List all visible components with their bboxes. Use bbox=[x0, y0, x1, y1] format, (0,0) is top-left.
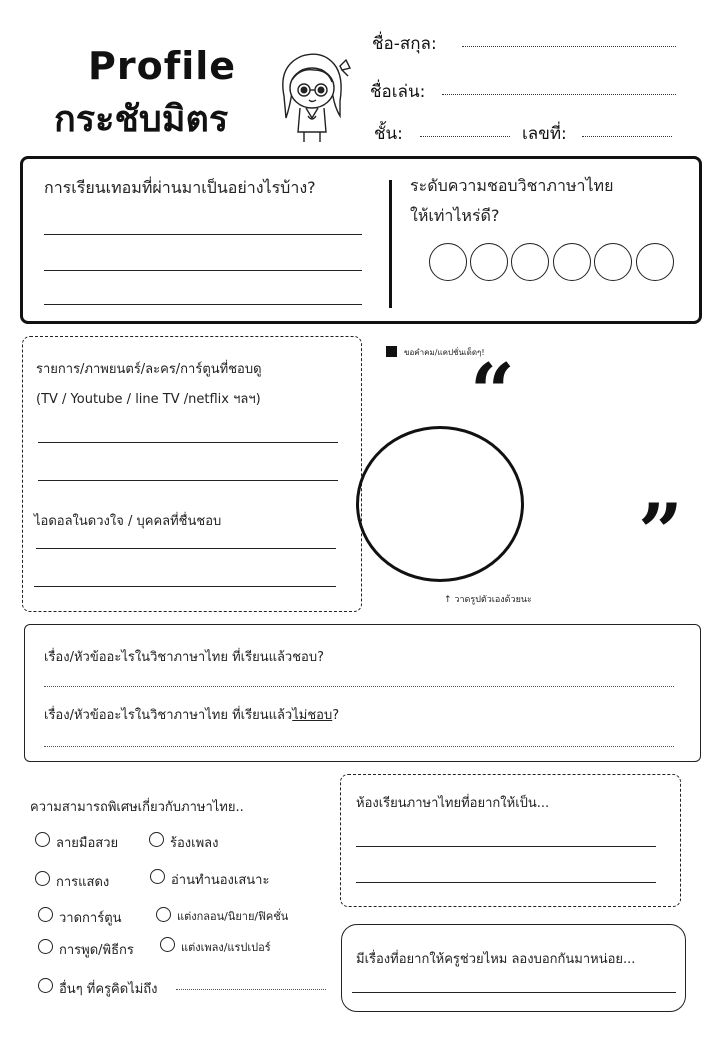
option-checkbox[interactable] bbox=[149, 832, 164, 847]
answer-line[interactable] bbox=[44, 270, 362, 271]
rating-circle[interactable] bbox=[553, 243, 591, 281]
grade-label: ชั้น: bbox=[374, 124, 403, 144]
idol-title: ไอดอลในดวงใจ / บุคคลที่ชื่นชอบ bbox=[34, 514, 222, 529]
option-checkbox[interactable] bbox=[35, 871, 50, 886]
favorites-title: รายการ/ภาพยนตร์/ละคร/การ์ตูนที่ชอบดู bbox=[36, 362, 262, 377]
option-checkbox[interactable] bbox=[38, 939, 53, 954]
classroom-title: ห้องเรียนภาษาไทยที่อยากให้เป็น... bbox=[356, 796, 550, 811]
topic-dislike-question: เรื่อง/หัวข้ออะไรในวิชาภาษาไทย ที่เรียนแล้วไม่ชอบ? bbox=[44, 708, 340, 723]
option-label: การพูด/พิธีกร bbox=[59, 943, 134, 958]
option-label: วาดการ์ตูน bbox=[59, 911, 122, 926]
option-checkbox[interactable] bbox=[38, 978, 53, 993]
grade-field[interactable] bbox=[420, 136, 510, 137]
divider bbox=[389, 180, 392, 308]
option-label: การแสดง bbox=[56, 875, 110, 890]
rating-circle[interactable] bbox=[470, 243, 508, 281]
option-checkbox[interactable] bbox=[35, 832, 50, 847]
title-th: กระชับมิตร bbox=[54, 99, 229, 140]
option-checkbox[interactable] bbox=[150, 869, 165, 884]
option-checkbox[interactable] bbox=[38, 907, 53, 922]
number-label: เลขที่: bbox=[522, 124, 567, 144]
rating-circle[interactable] bbox=[636, 243, 674, 281]
option-label: อ่านทำนองเสนาะ bbox=[171, 873, 270, 888]
rating-circle[interactable] bbox=[511, 243, 549, 281]
self-portrait-circle[interactable] bbox=[356, 426, 524, 582]
quote-label: ขอคำคม/แคปชั่นเด็ดๆ! bbox=[404, 348, 485, 357]
number-field[interactable] bbox=[582, 136, 672, 137]
answer-line[interactable] bbox=[352, 992, 676, 993]
answer-line[interactable] bbox=[36, 548, 336, 549]
abilities-title: ความสามารถพิเศษเกี่ยวกับภาษาไทย.. bbox=[30, 800, 244, 815]
answer-line[interactable] bbox=[44, 686, 674, 687]
answer-line[interactable] bbox=[356, 846, 656, 847]
option-label: แต่งเพลง/แรปเปอร์ bbox=[181, 941, 271, 954]
answer-line[interactable] bbox=[44, 746, 674, 747]
option-checkbox[interactable] bbox=[160, 937, 175, 952]
name-label: ชื่อ-สกุล: bbox=[372, 34, 437, 54]
favorites-examples: (TV / Youtube / line TV /netflix ฯลฯ) bbox=[36, 392, 261, 407]
term-question: การเรียนเทอมที่ผ่านมาเป็นอย่างไรบ้าง? bbox=[44, 178, 316, 197]
help-title: มีเรื่องที่อยากให้ครูช่วยไหม ลองบอกกันมาหน่อย... bbox=[356, 952, 636, 967]
nickname-field[interactable] bbox=[442, 94, 676, 95]
answer-line[interactable] bbox=[44, 304, 362, 305]
answer-line[interactable] bbox=[34, 586, 336, 587]
topic-like-question: เรื่อง/หัวข้ออะไรในวิชาภาษาไทย ที่เรียนแล้วชอบ? bbox=[44, 650, 325, 665]
rating-title-line1: ระดับความชอบวิชาภาษาไทย bbox=[410, 176, 614, 195]
rating-circle[interactable] bbox=[594, 243, 632, 281]
rating-title-line2: ให้เท่าไหร่ดี? bbox=[410, 206, 500, 225]
name-field[interactable] bbox=[462, 46, 676, 47]
bullet-square-icon bbox=[386, 346, 397, 357]
rating-circle[interactable] bbox=[429, 243, 467, 281]
cartoon-girl-illustration bbox=[270, 46, 360, 146]
answer-line[interactable] bbox=[356, 882, 656, 883]
title-en: Profile bbox=[88, 44, 237, 88]
answer-line[interactable] bbox=[38, 442, 338, 443]
open-quote-mark: “ bbox=[470, 347, 515, 438]
nickname-label: ชื่อเล่น: bbox=[370, 82, 426, 102]
option-label: ร้องเพลง bbox=[170, 836, 219, 851]
draw-hint: ↑ วาดรูปตัวเองด้วยนะ bbox=[444, 595, 532, 605]
topics-box bbox=[24, 624, 701, 762]
option-label: ลายมือสวย bbox=[56, 836, 119, 851]
close-quote-mark: ” bbox=[638, 487, 683, 578]
answer-line[interactable] bbox=[38, 480, 338, 481]
option-label: แต่งกลอน/นิยาย/ฟิคชั่น bbox=[177, 910, 289, 923]
answer-line[interactable] bbox=[176, 989, 326, 990]
answer-line[interactable] bbox=[44, 234, 362, 235]
option-checkbox[interactable] bbox=[156, 907, 171, 922]
option-label: อื่นๆ ที่ครูคิดไม่ถึง bbox=[59, 982, 158, 997]
